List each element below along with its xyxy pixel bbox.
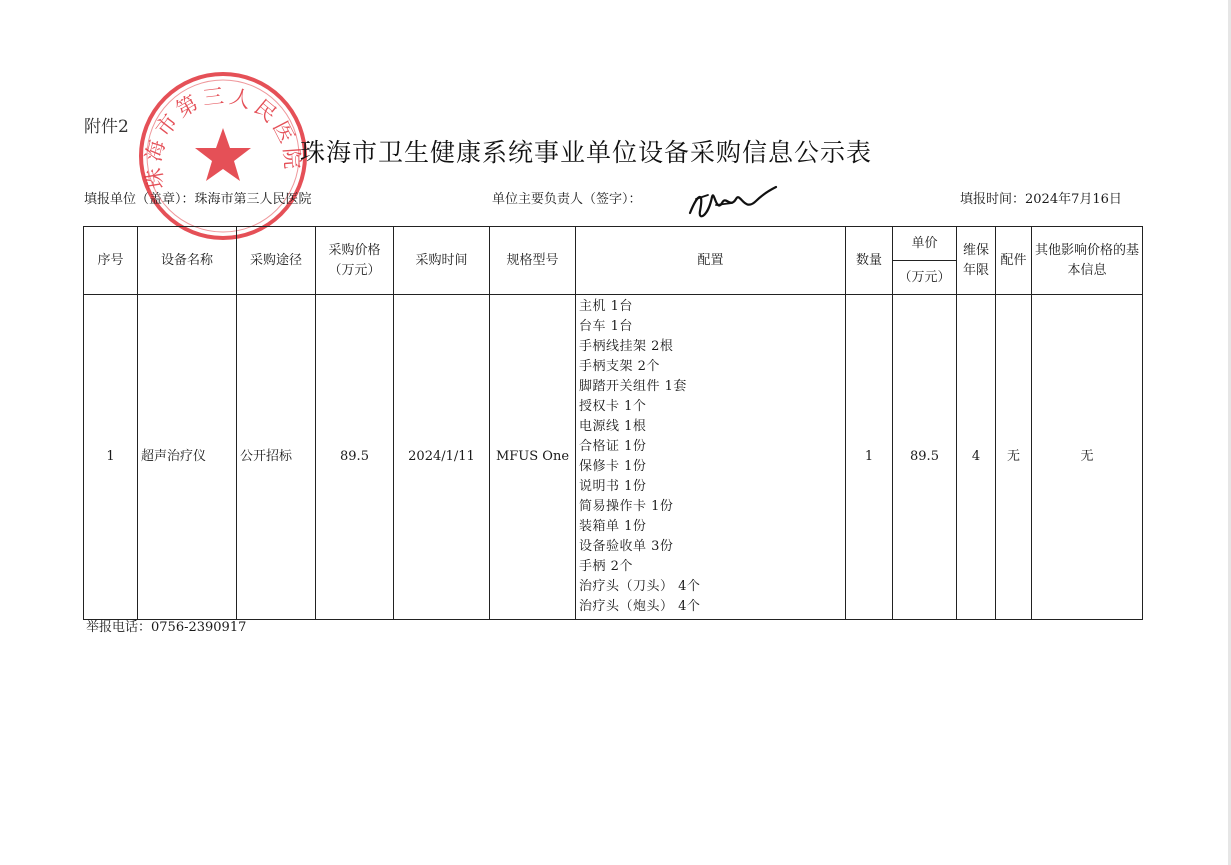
config-item: 脚踏开关组件 1套 xyxy=(579,379,687,394)
header-model: 规格型号 xyxy=(490,227,576,295)
config-item: 设备验收单 3份 xyxy=(579,539,674,554)
report-phone: 举报电话：0756-2390917 xyxy=(86,620,247,635)
filler-unit: 填报单位（盖章）：珠海市第三人民医院 xyxy=(84,192,312,207)
config-item: 电源线 1根 xyxy=(579,419,647,434)
cell-price: 89.5 xyxy=(316,295,394,620)
cell-name: 超声治疗仪 xyxy=(138,295,237,620)
config-item: 保修卡 1份 xyxy=(579,459,647,474)
cell-other: 无 xyxy=(1032,295,1143,620)
signature xyxy=(686,183,778,225)
header-channel: 采购途径 xyxy=(237,227,316,295)
header-row xyxy=(84,227,1143,261)
header-price-label: 采购价格 xyxy=(328,242,381,258)
table-row xyxy=(84,295,1143,620)
svg-text:珠海市第三人民医院: 珠海市第三人民医院 xyxy=(141,83,305,191)
header-seq: 序号 xyxy=(84,227,138,295)
config-item: 授权卡 1个 xyxy=(579,399,647,414)
config-item: 台车 1台 xyxy=(579,319,633,334)
config-item: 手柄支架 2个 xyxy=(579,359,660,374)
cell-seq: 1 xyxy=(84,295,138,620)
config-item: 手柄线挂架 2根 xyxy=(579,339,674,354)
page-title: 珠海市卫生健康系统事业单位设备采购信息公示表 xyxy=(300,138,873,167)
procurement-table xyxy=(83,226,1143,620)
cell-model: MFUS One xyxy=(490,295,576,620)
attachment-label: 附件2 xyxy=(84,117,129,137)
header-unit-price-unit: （万元） xyxy=(893,261,957,295)
config-item: 主机 1台 xyxy=(579,299,633,314)
leader-signature-label: 单位主要负责人（签字）： xyxy=(492,192,642,207)
cell-parts: 无 xyxy=(996,295,1032,620)
official-seal xyxy=(137,70,309,242)
cell-unit-price: 89.5 xyxy=(893,295,957,620)
header-parts: 配件 xyxy=(996,227,1032,295)
header-name: 设备名称 xyxy=(138,227,237,295)
header-warranty: 维保年限 xyxy=(957,227,996,295)
config-item: 装箱单 1份 xyxy=(579,519,647,534)
header-price-unit: （万元） xyxy=(328,262,381,278)
header-price xyxy=(316,227,394,295)
header-time: 采购时间 xyxy=(394,227,490,295)
config-item: 简易操作卡 1份 xyxy=(579,499,674,514)
header-unit-price: 单价 xyxy=(893,227,957,261)
header-qty: 数量 xyxy=(846,227,893,295)
cell-time: 2024/1/11 xyxy=(394,295,490,620)
config-item: 治疗头（刀头） 4个 xyxy=(579,579,701,594)
cell-channel: 公开招标 xyxy=(237,295,316,620)
fill-time: 填报时间：2024年7月16日 xyxy=(960,192,1122,207)
header-config: 配置 xyxy=(576,227,846,295)
config-item: 合格证 1份 xyxy=(579,439,647,454)
cell-qty: 1 xyxy=(846,295,893,620)
config-item: 说明书 1份 xyxy=(579,479,647,494)
cell-warranty: 4 xyxy=(957,295,996,620)
config-item: 手柄 2个 xyxy=(579,559,633,574)
config-item: 治疗头（炮头） 4个 xyxy=(579,599,701,614)
header-other: 其他影响价格的基本信息 xyxy=(1032,227,1143,295)
cell-config xyxy=(576,295,846,620)
